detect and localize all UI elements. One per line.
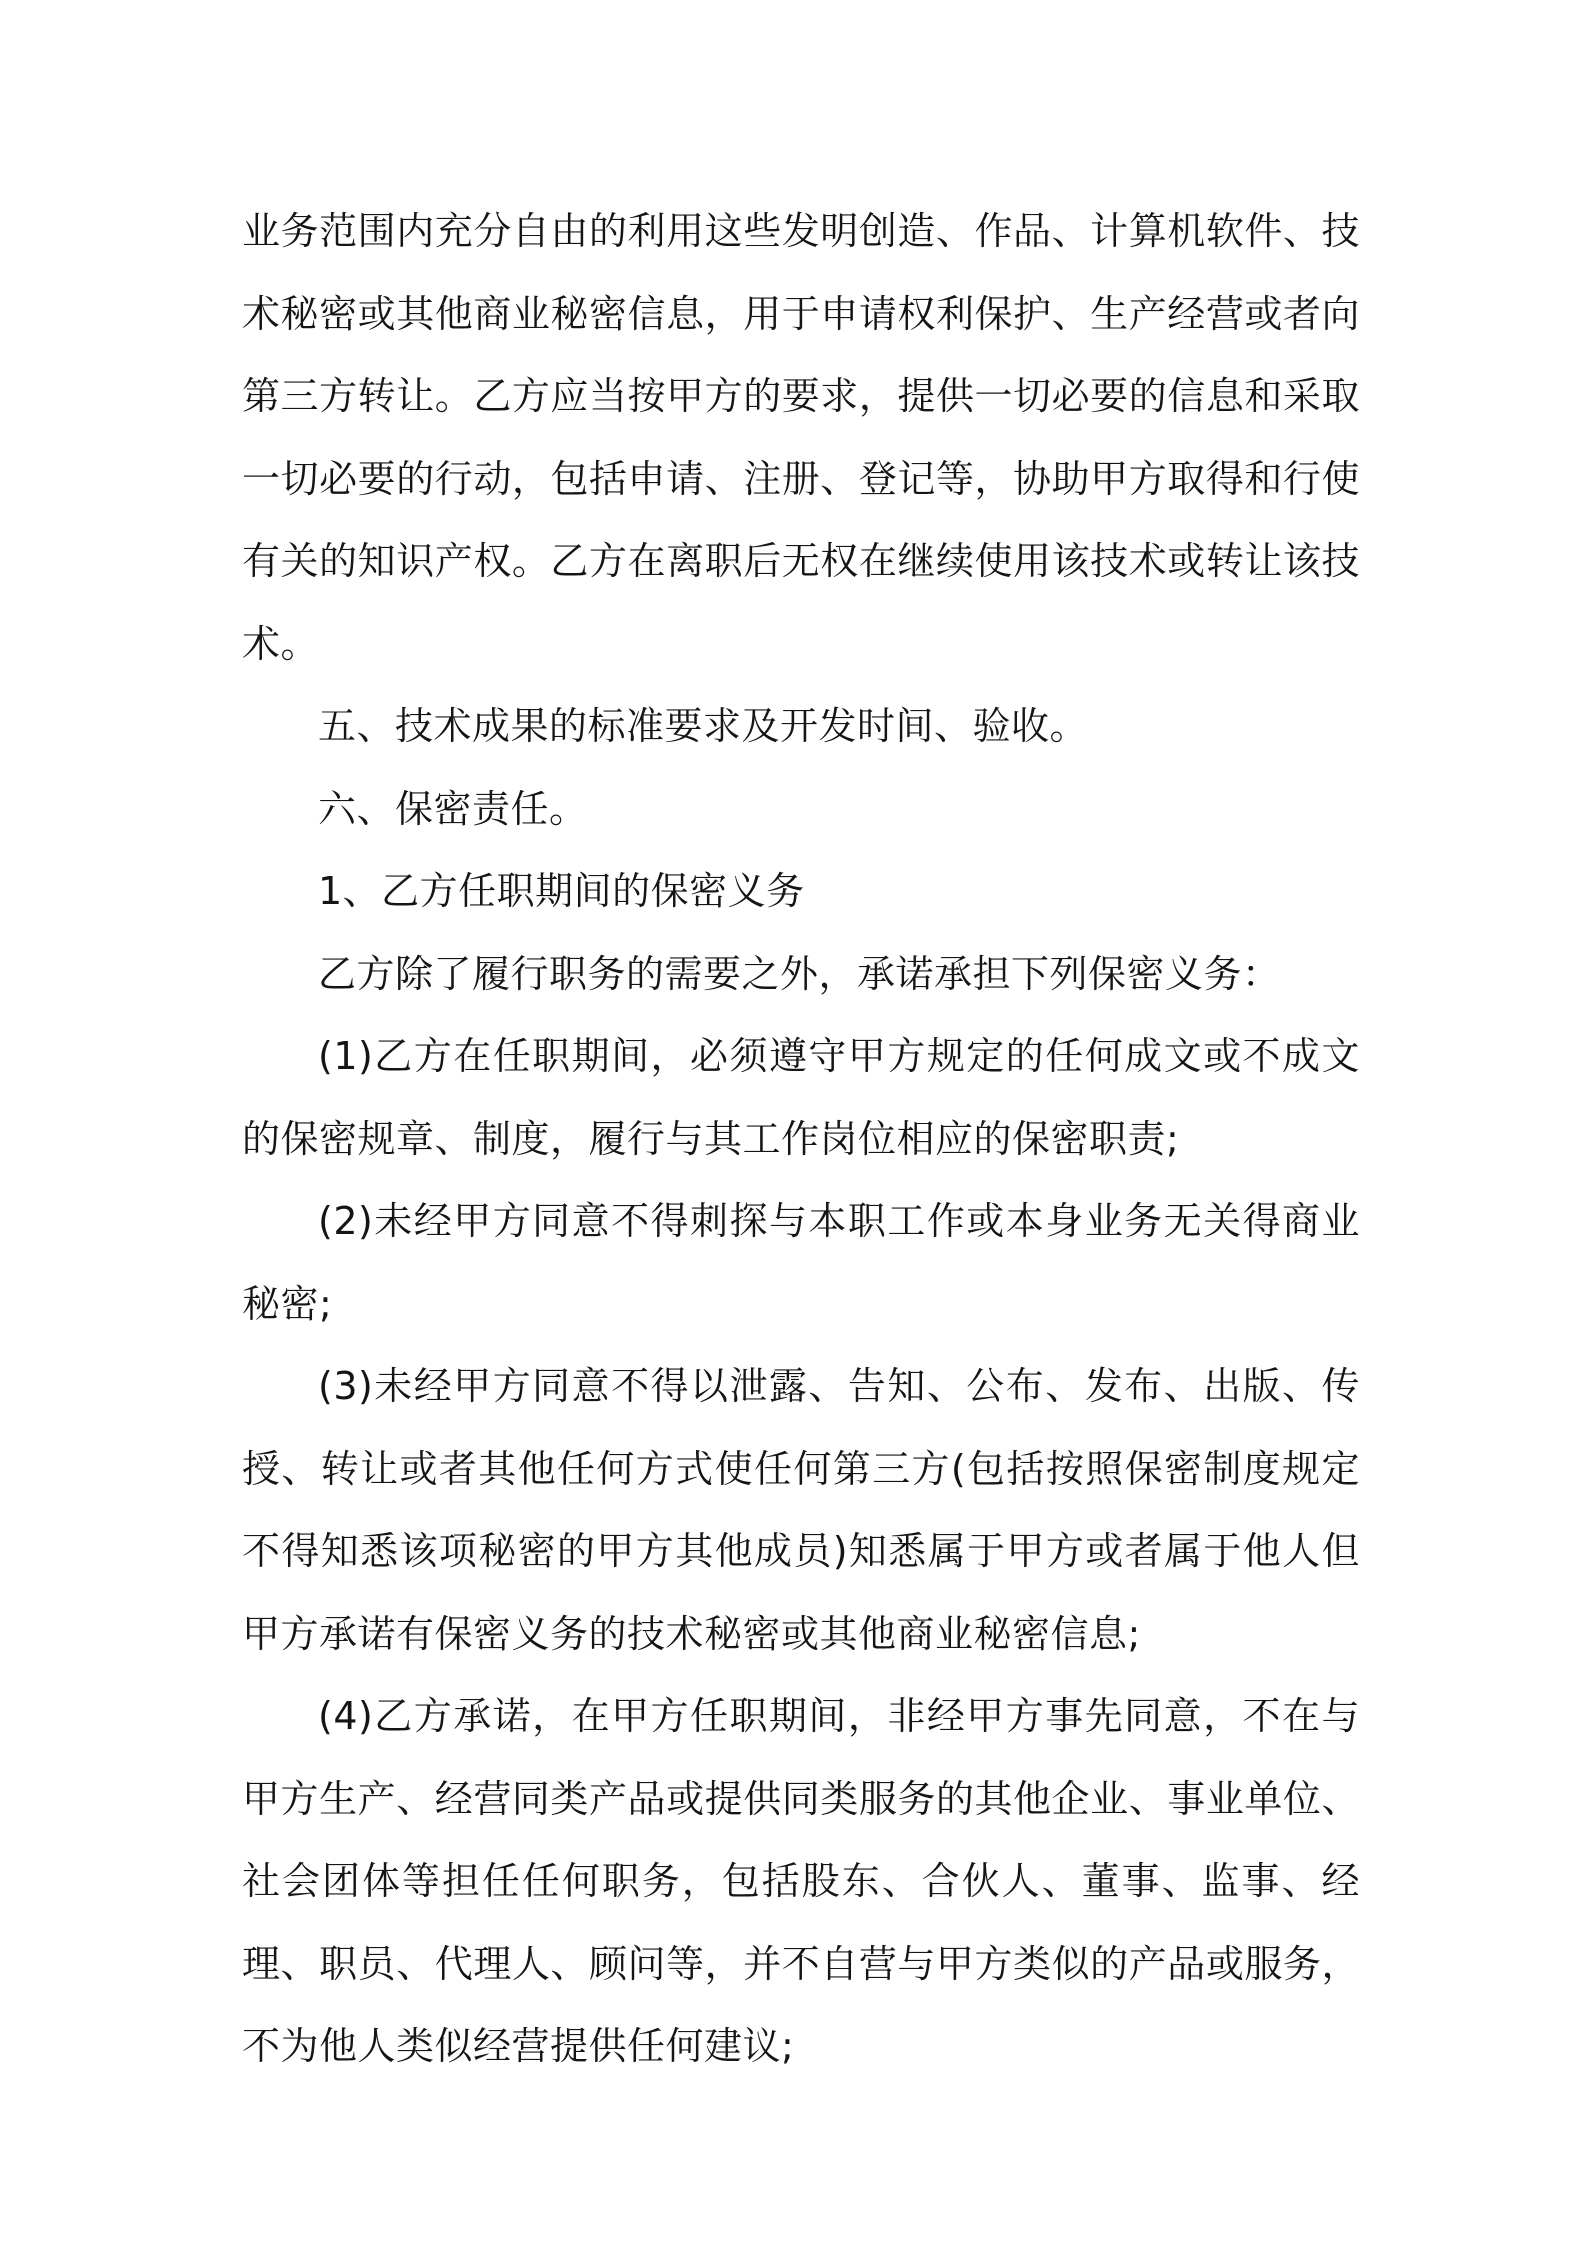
paragraph-obligations-intro: 乙方除了履行职务的需要之外，承诺承担下列保密义务： xyxy=(318,951,1281,996)
paragraph-item-1: (1)乙方在任职期间，必须遵守甲方规定的任何成文或不成文的保密规章、制度，履行与其工作岗位相应的保密职责; xyxy=(242,1034,1360,1161)
paragraph-item-2: (2)未经甲方同意不得刺探与本职工作或本身业务无关得商业秘密; xyxy=(242,1199,1360,1326)
paragraph-section-five: 五、技术成果的标准要求及开发时间、验收。 xyxy=(318,704,1089,748)
paragraph-subsection-one: 1、乙方任职期间的保密义务 xyxy=(318,869,805,913)
paragraph-section-six: 六、保密责任。 xyxy=(318,786,588,831)
paragraph-ip-rights: 业务范围内充分自由的利用这些发明创造、作品、计算机软件、技术秘密或其他商业秘密信息，用于申请权利保护、生产经营或者向第三方转让。乙方应当按甲方的要求，提供一切必要的信息和采取一切必要的行动，包括申请、注册、登记等，协助甲方取得和行使有关的知识产权。乙方在离职后无权在继续使用该技术或转让该技术。 xyxy=(242,209,1360,666)
document-body xyxy=(242,190,1360,2088)
paragraph-item-3: (3)未经甲方同意不得以泄露、告知、公布、发布、出版、传授、转让或者其他任何方式使任何第三方(包括按照保密制度规定不得知悉该项秘密的甲方其他成员)知悉属于甲方或者属于他人但甲方承诺有保密义务的技术秘密或其他商业秘密信息; xyxy=(242,1364,1360,1656)
paragraph-item-4: (4)乙方承诺，在甲方任职期间，非经甲方事先同意，不在与甲方生产、经营同类产品或提供同类服务的其他企业、事业单位、社会团体等担任任何职务，包括股东、合伙人、董事、监事、经理、职员、代理人、顾问等，并不自营与甲方类似的产品或服务，不为他人类似经营提供任何建议; xyxy=(242,1694,1360,2068)
